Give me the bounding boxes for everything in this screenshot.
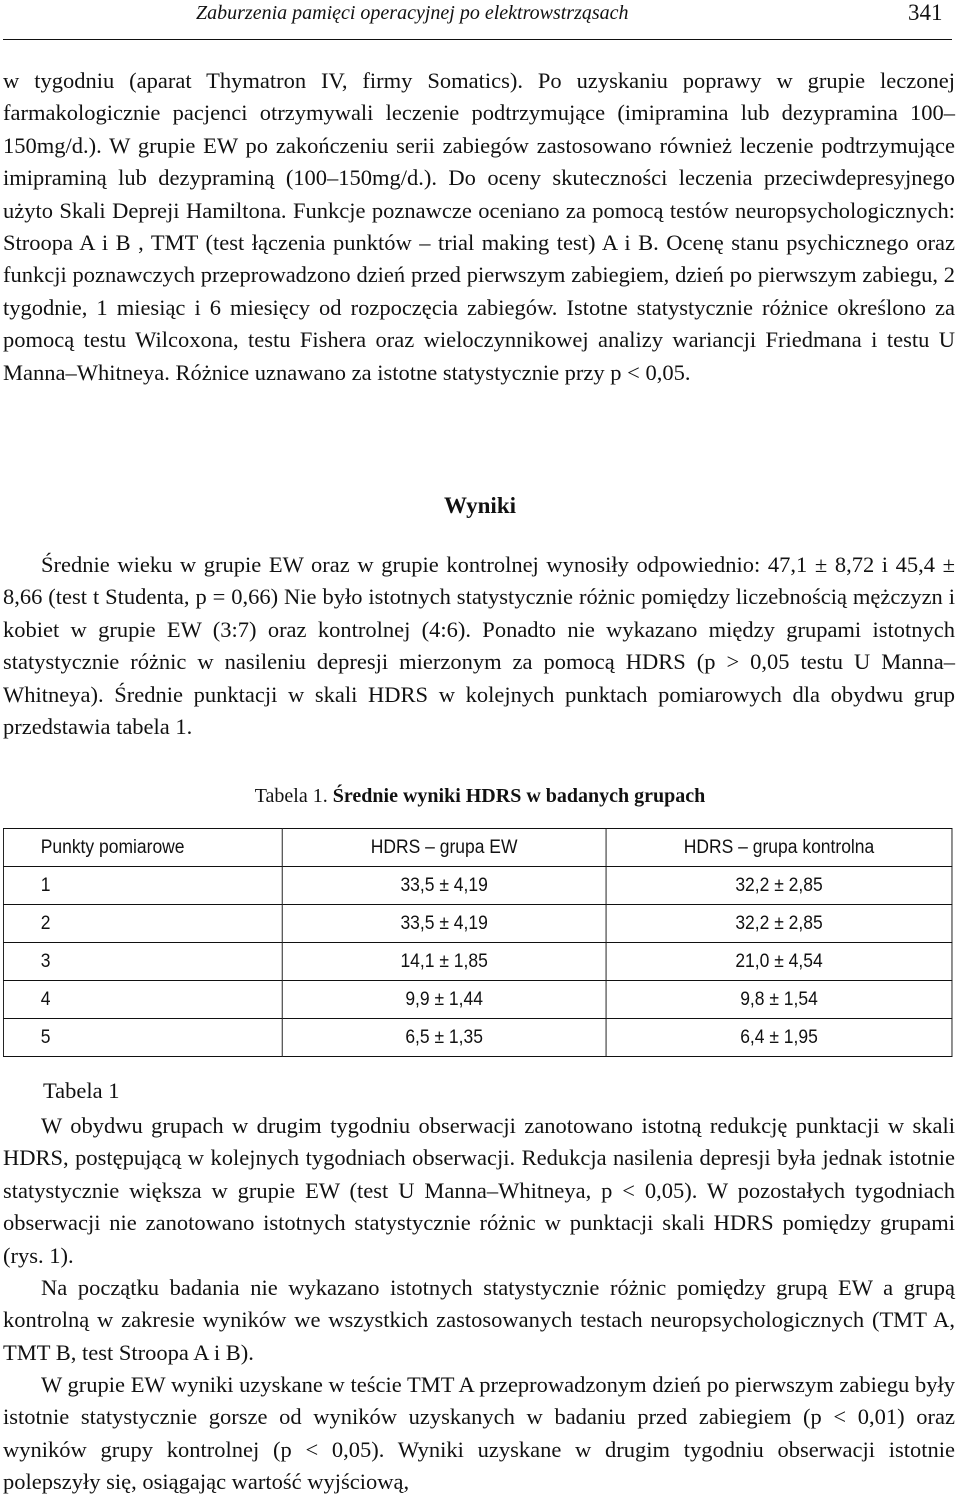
table-row — [3, 867, 952, 905]
table-cell: 6,4 ± 1,95 — [606, 1019, 952, 1057]
page-number: 341 — [908, 0, 943, 25]
table-label-below: Tabela 1 — [43, 1078, 120, 1103]
table-cell: 32,2 ± 2,85 — [606, 905, 952, 943]
table-row — [3, 1019, 952, 1057]
running-title: Zaburzenia pamięci operacyjnej po elektrowstrząsach — [196, 2, 629, 24]
intro-paragraph: w tygodniu (aparat Thymatron IV, firmy Somatics). Po uzyskaniu poprawy w grupie leczonej farmakologicznie pacjenci otrzymywali leczenie podtrzymujące (imipramina lub dezypramina 100–150mg/d.). W grupie EW po zakończeniu serii zabiegów zastosowano również leczenie podtrzymujące imipraminą lub dezypraminą (100–150mg/d.). Do oceny skuteczności leczenia przeciwdepresyjnego użyto Skali Depreji Hamiltona. Funkcje poznawcze oceniano za pomocą testów neuropsychologicznych: Stroopa A i B , TMT (test łączenia punktów – trial making test) A i B. Ocenę stanu psychicznego oraz funkcji poznawczych przeprowadzono dzień przed pierwszym zabiegiem, dzień po pierwszym zabiegu, 2 tygodnie, 1 miesiąc i 6 miesięcy od rozpoczęcia zabiegów. Istotne statystycznie różnice określono za pomocą testu Wilcoxona, testu Fishera oraz wieloczynnikowej analizy wariancji Friedmana i testu U Manna–Whitneya. Różnice uznawano za istotne statystycznie przy p < 0,05. — [3, 68, 955, 385]
table-cell: 14,1 ± 1,85 — [282, 943, 606, 981]
table-cell: 9,8 ± 1,54 — [606, 981, 952, 1019]
table-cell: 33,5 ± 4,19 — [282, 905, 606, 943]
table-row — [3, 943, 952, 981]
table-caption-title: Średnie wyniki HDRS w badanych grupach — [332, 785, 706, 807]
header-rule — [3, 39, 952, 40]
paragraph-baseline: Na początku badania nie wykazano istotnych statystycznie różnic pomiędzy grupą EW a grupą kontrolną w zakresie wyników we wszystkich zastosowanych testach neuropsychologicznych (TMT A, TMT B, test Stroopa A i B). — [3, 1275, 955, 1365]
table-caption — [0, 785, 960, 808]
table-cell: 32,2 ± 2,85 — [606, 867, 952, 905]
table-cell: 5 — [3, 1019, 282, 1057]
table-row — [3, 905, 952, 943]
paragraph-tmt-a: W grupie EW wyniki uzyskane w teście TMT A przeprowadzonym dzień po pierwszym zabiegu były istotnie statystycznie gorsze od wyników uzyskanych w badaniu przed zabiegiem (p < 0,01) oraz wyników grupy kontrolnej (p < 0,05). Wyniki uzyskane w drugim tygodniu obserwacji istotnie polepszyły się, osiągając wartość wyjściową, — [3, 1372, 955, 1495]
section-title: Wyniki — [443, 493, 516, 518]
table-caption-label: Tabela 1. — [254, 785, 328, 807]
page-header — [0, 0, 960, 40]
table-row — [3, 981, 952, 1019]
table-header-cell: HDRS – grupa EW — [282, 829, 606, 867]
table-header-row — [3, 829, 952, 867]
table-cell: 6,5 ± 1,35 — [282, 1019, 606, 1057]
table-cell: 3 — [3, 943, 282, 981]
table-cell: 21,0 ± 4,54 — [606, 943, 952, 981]
paragraph-reduction: W obydwu grupach w drugim tygodniu obserwacji zanotowano istotną redukcję punktacji w skali HDRS, postępującą w kolejnych tygodniach obserwacji. Redukcja nasilenia depresji była jednak istotnie statystycznie większa w grupie EW (test U Manna–Whitneya, p < 0,05). W pozostałych tygodniach obserwacji nie zanotowano istotnych statystycznie różnic w punktacji skali HDRS pomiędzy grupami (rys. 1). — [3, 1113, 955, 1268]
hdrs-table — [3, 828, 952, 1057]
table-header-cell: Punkty pomiarowe — [3, 829, 282, 867]
table-cell: 33,5 ± 4,19 — [282, 867, 606, 905]
table-header-cell: HDRS – grupa kontrolna — [606, 829, 952, 867]
table-cell: 9,9 ± 1,44 — [282, 981, 606, 1019]
table-cell: 4 — [3, 981, 282, 1019]
results-paragraph: Średnie wieku w grupie EW oraz w grupie kontrolnej wynosiły odpowiednio: 47,1 ± 8,72 i 45,4 ± 8,66 (test t Studenta, p = 0,66) Nie było istotnych statystycznie różnic pomiędzy liczebnością mężczyzn i kobiet w grupie EW (3:7) oraz kontrolnej (4:6). Ponadto nie wykazano między grupami istotnych statystycznie różnic w nasileniu depresji mierzonym za pomocą HDRS (p > 0,05 testu U Manna–Whitneya). Średnie punktacji w skali HDRS w kolejnych punktach pomiarowych dla obydwu grup przedstawia tabela 1. — [3, 552, 955, 740]
table-cell: 1 — [3, 867, 282, 905]
table-cell: 2 — [3, 905, 282, 943]
